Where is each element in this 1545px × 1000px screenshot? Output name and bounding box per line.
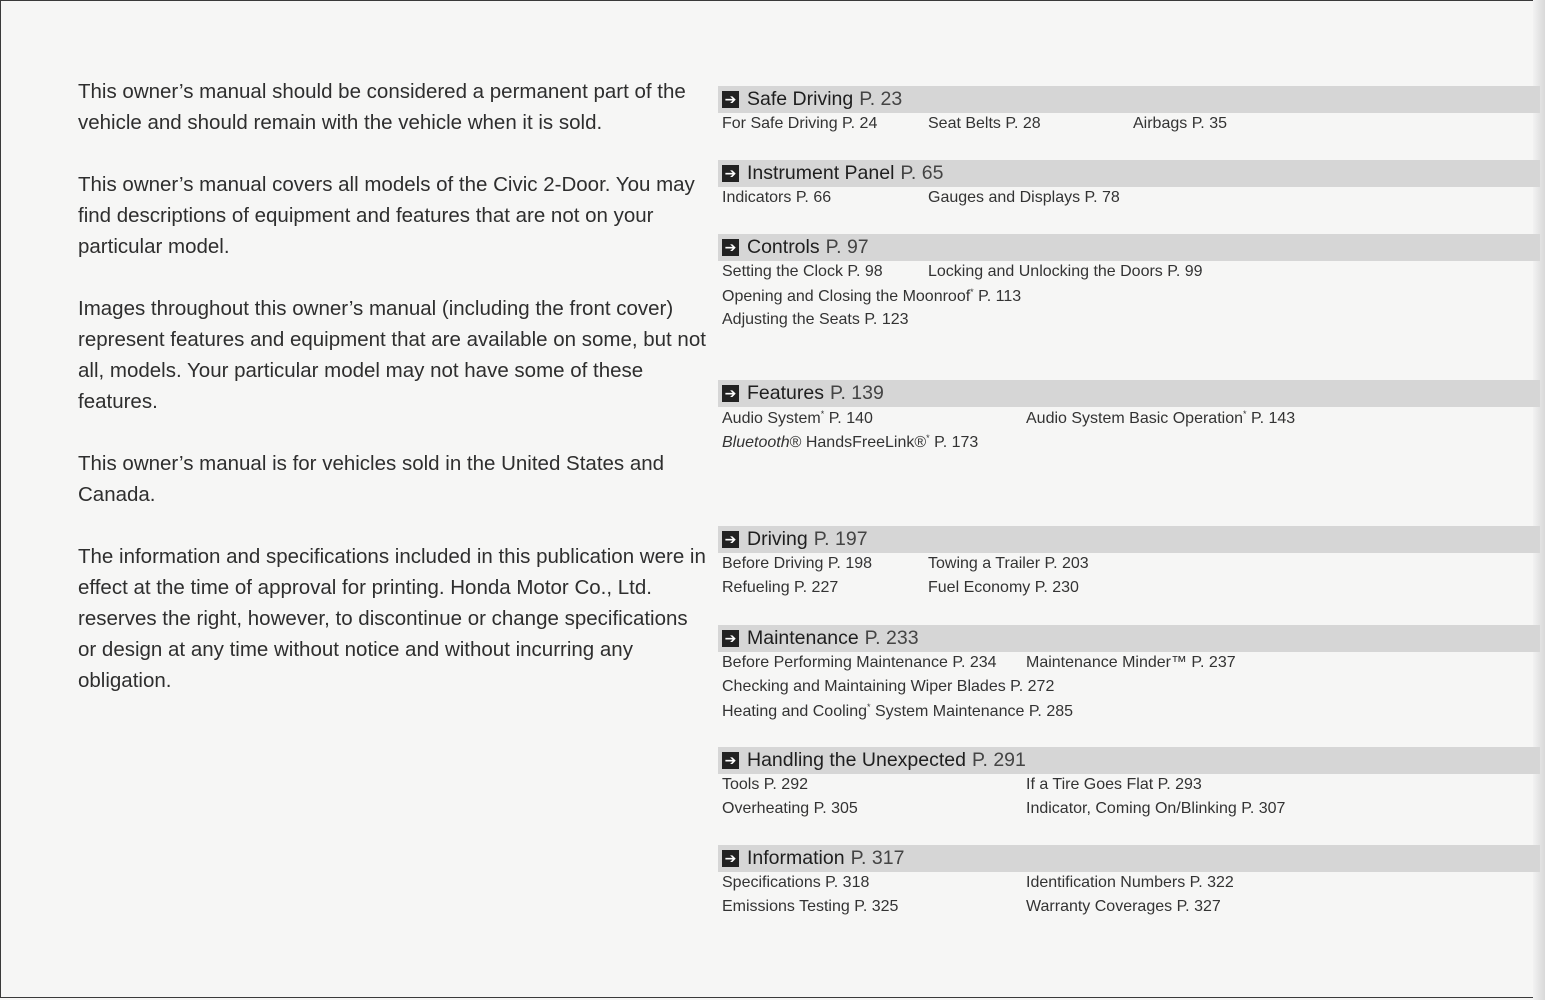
section-title: Handling the Unexpected: [747, 749, 966, 771]
section-page: P. 65: [900, 162, 944, 184]
intro-paragraph-5: The information and specifications included in this publication were in effect at the time of approval for printing. Honda Motor Co., Ltd. reserves the right, however, to discontinue or change specifications or design at any time without notice and without incurring any obligation.: [78, 545, 706, 692]
toc-link[interactable]: [722, 433, 978, 452]
section-title: Maintenance: [747, 627, 859, 649]
toc-link-text: Heating and Cooling: [722, 703, 867, 720]
arrow-icon: ➔: [722, 531, 739, 548]
footnote-mark: *: [820, 409, 825, 419]
section-title: Safe Driving: [747, 88, 854, 110]
toc-link[interactable]: Seat Belts P. 28: [928, 115, 1041, 132]
intro-paragraph-4: This owner’s manual is for vehicles sold in the United States and Canada.: [78, 452, 665, 506]
toc-link-text: System Maintenance P. 285: [874, 703, 1074, 720]
toc-link[interactable]: Identification Numbers P. 322: [1026, 874, 1234, 891]
arrow-icon: ➔: [722, 165, 739, 182]
toc-link[interactable]: Refueling P. 227: [722, 579, 839, 596]
section-title: Driving: [747, 528, 808, 550]
intro-text: [78, 76, 708, 727]
toc-link-page: P. 173: [934, 434, 979, 451]
toc-section-information: [718, 845, 1540, 920]
toc-section-driving: [718, 526, 1540, 601]
toc-link[interactable]: Locking and Unlocking the Doors P. 99: [928, 263, 1203, 280]
toc-link[interactable]: [722, 409, 873, 428]
toc-link[interactable]: For Safe Driving P. 24: [722, 115, 878, 132]
intro-paragraph-2: This owner’s manual covers all models of the Civic 2-Door. You may find descriptions of equipment and features that are not on your particular model.: [78, 173, 695, 258]
footnote-mark: *: [1243, 409, 1247, 419]
toc-link[interactable]: If a Tire Goes Flat P. 293: [1026, 776, 1202, 793]
section-title: Instrument Panel: [747, 162, 895, 184]
toc-link[interactable]: Specifications P. 318: [722, 874, 870, 891]
toc-link-text: ® HandsFreeLink®: [789, 434, 927, 451]
toc-link-page: P. 113: [978, 288, 1022, 305]
toc-link[interactable]: Adjusting the Seats P. 123: [722, 311, 909, 328]
toc-link[interactable]: Gauges and Displays P. 78: [928, 189, 1120, 206]
footnote-mark: *: [926, 433, 930, 443]
toc-link-text: Opening and Closing the Moonroof: [722, 288, 971, 305]
toc-link[interactable]: Tools P. 292: [722, 776, 808, 793]
arrow-icon: ➔: [722, 385, 739, 402]
toc-section-safe-driving: [718, 86, 1540, 137]
section-title: Information: [747, 847, 845, 869]
section-page: P. 23: [859, 88, 903, 110]
section-page: P. 97: [825, 236, 869, 258]
toc-link[interactable]: Emissions Testing P. 325: [722, 898, 899, 915]
arrow-icon: ➔: [722, 91, 739, 108]
section-header[interactable]: [718, 380, 1540, 407]
section-header[interactable]: [718, 625, 1540, 652]
section-page: P. 139: [829, 382, 884, 404]
toc-link[interactable]: Before Performing Maintenance P. 234: [722, 654, 997, 671]
arrow-icon: ➔: [722, 630, 739, 647]
toc-link-page: P. 143: [1250, 410, 1296, 427]
toc-link[interactable]: [722, 287, 1021, 306]
arrow-icon: ➔: [722, 239, 739, 256]
section-header[interactable]: [718, 747, 1540, 774]
arrow-icon: ➔: [722, 850, 739, 867]
toc-link-text-italic: Bluetooth: [722, 434, 790, 451]
toc-link-text: Audio System Basic Operation: [1026, 410, 1243, 427]
section-title: Features: [747, 382, 824, 404]
section-page: P. 197: [813, 528, 868, 550]
section-header[interactable]: [718, 86, 1540, 113]
toc-link[interactable]: Maintenance Minder™ P. 237: [1026, 654, 1236, 671]
section-page: P. 291: [972, 749, 1026, 771]
toc-link[interactable]: Overheating P. 305: [722, 800, 858, 817]
toc-section-maintenance: [718, 625, 1540, 724]
toc-link[interactable]: Towing a Trailer P. 203: [928, 555, 1089, 572]
toc-link[interactable]: Warranty Coverages P. 327: [1026, 898, 1221, 915]
section-title: Controls: [747, 236, 820, 258]
section-page: P. 317: [850, 847, 905, 869]
toc-link-text: Audio System: [722, 410, 821, 427]
section-header[interactable]: [718, 845, 1540, 872]
section-header[interactable]: [718, 160, 1540, 187]
toc-link[interactable]: Checking and Maintaining Wiper Blades P. 272: [722, 678, 1055, 695]
intro-paragraph-1: This owner’s manual should be considered a permanent part of the vehicle and should remain with the vehicle when it is sold.: [78, 80, 686, 134]
toc-link[interactable]: [722, 702, 1073, 721]
section-header[interactable]: [718, 526, 1540, 553]
toc-section-controls: [718, 234, 1540, 333]
footnote-mark: *: [867, 702, 871, 712]
toc-link[interactable]: Airbags P. 35: [1133, 115, 1227, 132]
toc-link[interactable]: Indicators P. 66: [722, 189, 832, 206]
toc-link[interactable]: Setting the Clock P. 98: [722, 263, 883, 280]
section-page: P. 233: [864, 627, 919, 649]
footnote-mark: *: [970, 287, 974, 297]
toc-link-page: P. 140: [828, 410, 873, 427]
toc-link[interactable]: [1026, 409, 1295, 428]
toc-link[interactable]: Before Driving P. 198: [722, 555, 873, 572]
toc-section-handling-the-unexpected: [718, 747, 1540, 822]
toc-section-instrument-panel: [718, 160, 1540, 211]
toc-link[interactable]: Fuel Economy P. 230: [928, 579, 1079, 596]
section-header[interactable]: [718, 234, 1540, 261]
toc-section-features: [718, 380, 1540, 455]
intro-paragraph-3: Images throughout this owner’s manual (including the front cover) represent features and equipment that are available on some, but not all, models. Your particular model may not have some of these features.: [78, 297, 706, 413]
toc-link[interactable]: Indicator, Coming On/Blinking P. 307: [1026, 800, 1286, 817]
arrow-icon: ➔: [722, 752, 739, 769]
